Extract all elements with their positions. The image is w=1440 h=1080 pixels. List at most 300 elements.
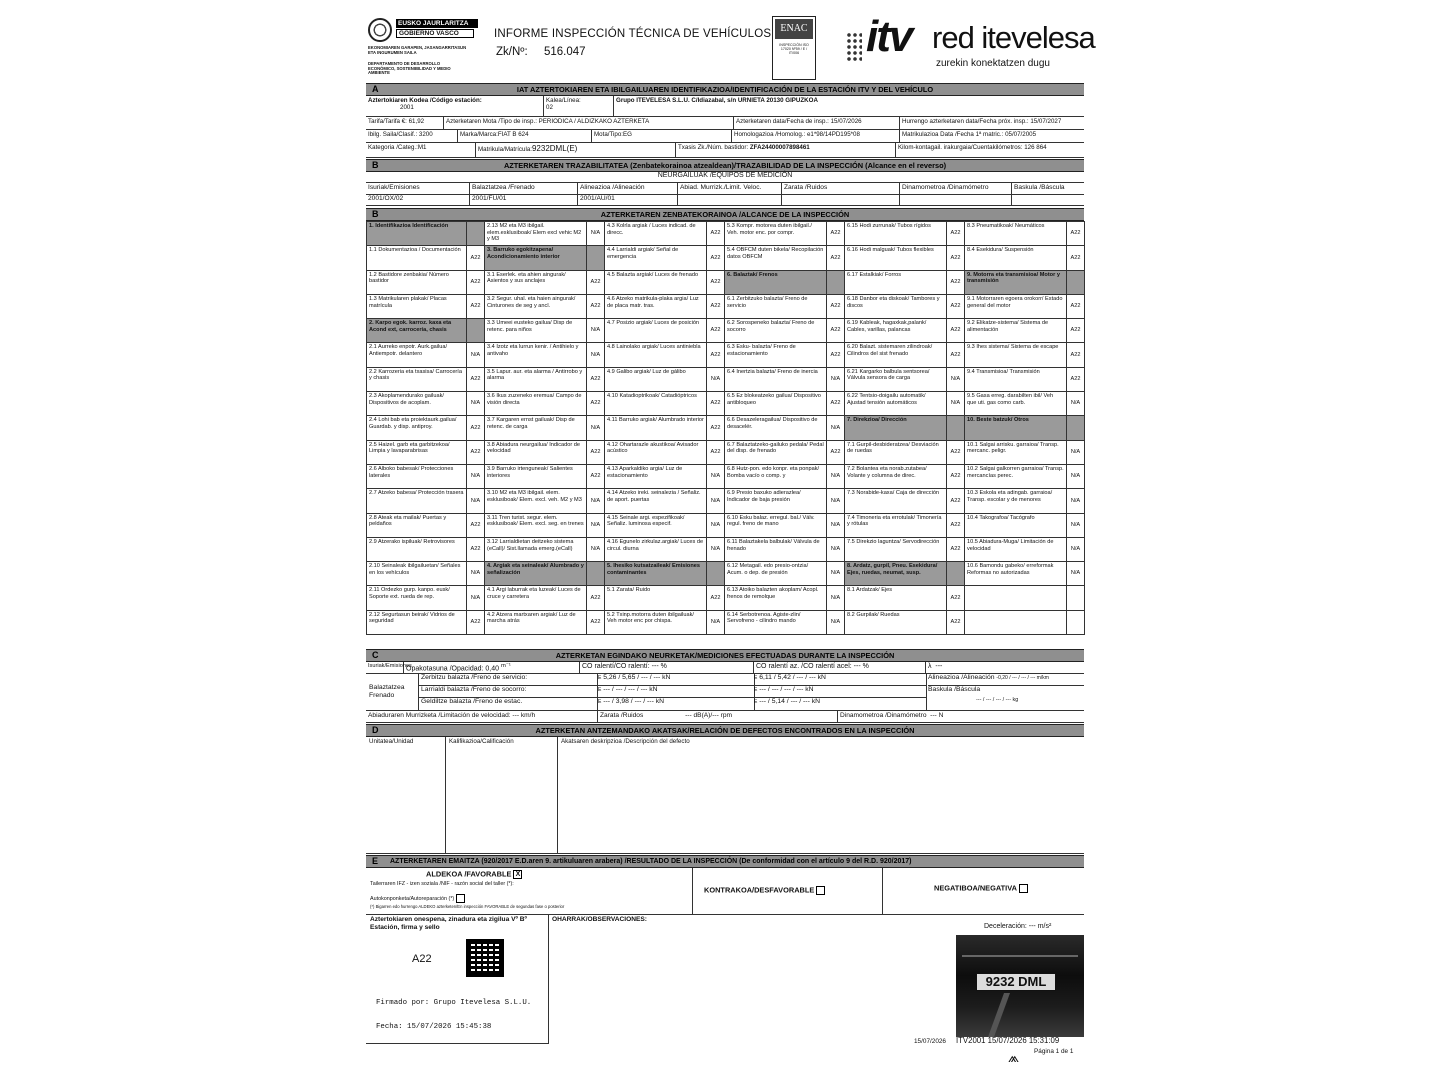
scope-result: N/A [587, 513, 605, 537]
scope-result: A22 [587, 464, 605, 488]
category: M1 [417, 144, 427, 151]
scope-result: N/A [1067, 537, 1085, 561]
a-row-vehicle [366, 130, 1084, 143]
park-f2: --- / 5,14 / --- / --- kN [759, 698, 821, 705]
tariff-cell [366, 117, 444, 129]
scope-result: A22 [587, 367, 605, 391]
favorable-label: ALDEKOA /FAVORABLE [426, 869, 512, 879]
co-cell [580, 662, 754, 673]
scope-result: A22 [1067, 343, 1085, 367]
scope-result [587, 246, 605, 270]
scope-table [366, 221, 1085, 635]
scope-item: 6.20 Balazt. sistemaren zilindroak/ Cilindros del sist frenado [845, 343, 947, 367]
scope-result: N/A [587, 489, 605, 513]
vin-cell [676, 143, 896, 157]
vehicle-plate-photo [956, 935, 1084, 1037]
scope-item: 4.8 Lainolako argiak/ Luces antiniebla [605, 343, 707, 367]
scope-item: 8.1 Ardatzak/ Ejes [845, 586, 947, 610]
scope-item: 10.1 Salgai arrisku. garraioa/ Transp. mercanc. peligr. [965, 440, 1067, 464]
scope-result: A22 [707, 270, 725, 294]
emerg-f2: --- / --- / --- / --- kN [759, 686, 814, 693]
brake-axle2: E 6,11 / 5,42 / --- / --- kN E --- / --- / --- / --- kN E --- / 5,14 / --- / --- kN [754, 674, 927, 710]
scope-result: N/A [1067, 440, 1085, 464]
lambda-cell [926, 662, 1084, 673]
gov-logo-line1: EUSKO JAURLARITZA [396, 19, 478, 28]
decel: --- m/s² [1028, 923, 1052, 930]
align-scale [928, 674, 1084, 710]
scope-result: A22 [587, 440, 605, 464]
scope-item: 7.3 Norabide-kaxa/ Caja de dirección [845, 489, 947, 513]
scope-result: A22 [707, 392, 725, 416]
scope-result: A22 [1067, 319, 1085, 343]
scope-result: N/A [827, 416, 845, 440]
scope-item: 10.5 Abiadura-Muga/ Limitación de velocidad [965, 537, 1067, 561]
scope-result: A22 [707, 343, 725, 367]
scope-result [467, 222, 485, 246]
scope-result: A22 [947, 513, 965, 537]
scope-result [1067, 270, 1085, 294]
scope-result: A22 [947, 222, 965, 246]
scope-item: 2.11 Ordezko gurp. kanpo. eusk/ Soporte ext. rueda de rep. [367, 586, 467, 610]
enac-accreditation: INSPECCIÓN ISO 17020 Nº59 / E / IT/006 [779, 42, 809, 56]
unfavorable-cell [692, 868, 883, 914]
equip-header: Abiad. Murrizk./Limit. Veloc. [678, 183, 782, 194]
scope-item: 6.14 Serbotrenoa. Agiste-zlin/ Servofreno - cilindro mando [725, 610, 827, 634]
zk-label: Zk/Nº: [496, 46, 528, 58]
scope-item: 7.2 Bolantea eta norab.zutabea/ Volante y columna de direc. [845, 464, 947, 488]
grade-col [446, 737, 558, 853]
favorable-checkbox: X [513, 870, 522, 879]
scope-item: 6.1 Zerbitzuko balazta/ Freno de servicio [725, 294, 827, 318]
equip-header: Alineazioa /Alineación [578, 183, 678, 194]
notes-label: OHARRAK/OBSERVACIONES: [552, 916, 648, 923]
scope-row [367, 464, 1085, 488]
gov-logo-line2: GOBIERNO VASCO [396, 29, 474, 38]
scope-item [965, 586, 1067, 610]
scope-result: A22 [467, 537, 485, 561]
scope-result: A22 [827, 343, 845, 367]
enac-logo [772, 16, 816, 80]
scope-result: A22 [1067, 294, 1085, 318]
scope-result: A22 [827, 440, 845, 464]
scope-result: A22 [707, 294, 725, 318]
scope-item: 2.13 M2 eta M3 ibilgail. elem.esklusiboak/ Elem excl vehic M2 y M3 [485, 222, 587, 246]
opac-label: Opakotasuna /Opacidad: [406, 665, 484, 673]
tariff: 61,92 [408, 118, 425, 125]
scope-result: A22 [707, 416, 725, 440]
scope-result: A22 [707, 586, 725, 610]
scope-item: 8.2 Gurpilak/ Ruedas [845, 610, 947, 634]
noise-label: Zarata /Ruidos [600, 712, 644, 719]
scope-result: N/A [467, 489, 485, 513]
gov-logo [366, 16, 478, 78]
autorepair-label: Autokonponketa/Autoreparación (*) [370, 895, 455, 902]
model-cell [592, 130, 732, 142]
scope-item: 2. Karpo egok. karroz. kaxa eta Acond ext, carrocería, chasis [367, 319, 467, 343]
class: 3200 [418, 131, 433, 138]
scope-item: 3.3 Umeei eusteko gailua/ Disp de retenc. para niños [485, 319, 587, 343]
brand-name: red itevelesa [932, 20, 1095, 55]
plate-cell [476, 143, 676, 157]
report-title: INFORME INSPECCIÓN TÉCNICA DE VEHÍCULOS [494, 28, 772, 40]
scope-result: A22 [707, 246, 725, 270]
itv-brand-logo [844, 12, 1095, 78]
scope-item: 8.4 Esekidura/ Suspensión [965, 246, 1067, 270]
scope-item: 10.3 Eskola eta adingab. garraioa/ Transp. escolar y de menores [965, 489, 1067, 513]
scope-result: A22 [467, 610, 485, 634]
service-f1: 5,26 / 5,65 / --- / --- kN [603, 674, 671, 681]
opacity-cell [404, 662, 580, 673]
scope-item: 1. Identifikazioa Identificación [367, 222, 467, 246]
equip-value [782, 194, 900, 205]
scope-item: 6. Balaztak/ Frenos [725, 270, 827, 294]
scope-result: N/A [827, 489, 845, 513]
insp-type-cell [444, 117, 734, 129]
scope-item: 5.2 Txinp.motorra duten ibilgailuak/ Veh motor enc por chispa. [605, 610, 707, 634]
scope-result: N/A [827, 513, 845, 537]
gov-dept-es: DEPARTAMENTO DE DESARROLLO ECONÓMICO, SOSTENIBILIDAD Y MEDIO AMBIENTE [368, 61, 451, 76]
scope-item: 3.9 Barruko irtenguneak/ Salientes interiores [485, 464, 587, 488]
scope-item: 7.4 Timoneria eta errotulak/ Timonería y rótulas [845, 513, 947, 537]
scope-result: N/A [587, 416, 605, 440]
scope-result: A22 [587, 294, 605, 318]
scope-result: N/A [707, 367, 725, 391]
emerg-label: Larrialdi balazta /Freno de socorro: [419, 686, 597, 698]
section-title: IAT AZTERTOKIAREN ETA IBILGAILUAREN IDENTIFIKAZIOA/IDENTIFICACIÓN DE LA ESTACIÓN ITV Y DEL VEHÍCULO [516, 85, 934, 94]
scope-row [367, 586, 1085, 610]
insp-date-cell [734, 117, 900, 129]
scope-result: A22 [587, 392, 605, 416]
second-inspection-note: (*) Bigarren edo hurrengo ALDEKO azterketen/En inspección FAVORABLE de segundas fase o posterior [370, 904, 565, 909]
scope-result: A22 [1067, 222, 1085, 246]
inspector-code: A22 [412, 953, 432, 965]
insp-type: PERIODICA / ALDIZKAKO AZTERKETA [538, 118, 650, 125]
plate: 9232DML(E) [531, 144, 578, 153]
scope-item: 6.15 Hodi zurrunak/ Tubos rígidos [845, 222, 947, 246]
equip-header: Zarata /Ruidos [782, 183, 900, 194]
scope-result: A22 [1067, 367, 1085, 391]
c-brake-block [366, 674, 1084, 711]
scope-result [1067, 416, 1085, 440]
scope-item: 4.14 Atzeko ireki. seinalezia / Señaliz. de aport. puertas [605, 489, 707, 513]
service-label: Zerbitzu balazta /Freno de servicio: [419, 674, 597, 686]
scope-item: 6.17 Estalkiak/ Forros [845, 270, 947, 294]
scope-item: 2.5 Haizel. garb eta garbitzekoa/ Limpia y lavaparabrisas [367, 440, 467, 464]
scope-item: 9.5 Gasa erreg. darabilten ibil/ Veh que uti. gas como carb. [965, 392, 1067, 416]
qr-code-icon [466, 939, 504, 977]
speed: --- km/h [512, 712, 536, 719]
scope-result: A22 [587, 270, 605, 294]
scope-result: A22 [947, 270, 965, 294]
description-header: Akatsaren deskripzioa /Descripción del defecto [561, 738, 690, 745]
scope-item: 1.2 Bastidore zenbakia/ Número bastidor [367, 270, 467, 294]
equip-value [900, 194, 1012, 205]
equip-header: Baskula /Báscula [1014, 184, 1065, 191]
negative-checkbox [1019, 884, 1028, 893]
scope-row [367, 367, 1085, 391]
scope-result: N/A [707, 537, 725, 561]
scope-result: N/A [467, 586, 485, 610]
scope-item: 6.8 Hutz-pon. edo konpr. eta ponpak/ Bomba vacío o comp. y [725, 464, 827, 488]
scope-result: A22 [467, 294, 485, 318]
scope-result: A22 [467, 246, 485, 270]
scope-result: A22 [947, 319, 965, 343]
unit-header: Unitatea/Unidad [369, 738, 414, 745]
brake-label: Balaztatzea Frenado [369, 684, 405, 699]
scope-item: 6.19 Kableak, hagaxkak,palank/ Cables, varillas, palancas [845, 319, 947, 343]
section-letter: C [372, 650, 379, 660]
scope-row [367, 610, 1085, 634]
scope-row [367, 489, 1085, 513]
equip-value [678, 194, 782, 205]
scope-result [467, 319, 485, 343]
model: EG [623, 131, 632, 138]
regdate-cell [900, 130, 1084, 142]
opac-unit: m⁻¹ [500, 663, 511, 669]
equip-value: 2001/FU/01 [470, 194, 578, 205]
signature-date: Fecha: 15/07/2026 15:45:38 [376, 1023, 492, 1031]
section-title: AZTERKETAN EGINDAKO NEURKETAK/MEDICIONES EFECTUADAS DURANTE LA INSPECCIÓN [555, 651, 895, 660]
scope-item: 3.4 Izotz eta lurrun kenir. / Antihielo y antivaho [485, 343, 587, 367]
scope-result: N/A [947, 367, 965, 391]
scope-item: 2.7 Atzeko babesa/ Protección trasera [367, 489, 467, 513]
favorable-cell [366, 868, 693, 914]
signature-block [366, 915, 1084, 1053]
scope-item: 4.16 Egunelo zirkulaz.argiak/ Luces de circul. diurna [605, 537, 707, 561]
co: --- % [651, 663, 667, 670]
scope-result: N/A [827, 537, 845, 561]
decel-label: Deceleración: [984, 923, 1027, 930]
scope-item: 6.10 Esku balaz. erregul. bal./ Válv. regul. freno de mano [725, 513, 827, 537]
lane-label: Kalea/Línea: [546, 97, 581, 104]
unfavorable-label: KONTRAKOA/DESFAVORABLE [704, 885, 815, 895]
scope-result: A22 [467, 440, 485, 464]
scope-result: A22 [587, 586, 605, 610]
gov-dept-eu: EKONOMIAREN GARAPEN, JASANGARRITASUN ETA INGURUMEN SAILA [368, 45, 467, 55]
scope-item: 4. Argiak eta seinaleak/ Alumbrado y señalización [485, 562, 587, 586]
make-label: Marka/Marca: [460, 131, 498, 138]
scope-item: 8. Ardatz, gurpil, Pneu. Esekidura/ Ejes, ruedas, neumat, susp. [845, 562, 947, 586]
section-letter: B [372, 160, 379, 170]
scope-item: 9. Motorra eta transmisioa/ Motor y transmisión [965, 270, 1067, 294]
scope-result: A22 [467, 270, 485, 294]
class-cell [366, 130, 458, 142]
scope-result: A22 [707, 222, 725, 246]
co-acel-label: CO ralentí az. /CO ralentí acel: [756, 663, 852, 670]
section-title: AZTERKETAREN TRAZABILITATEA (Zenbatekorainoa atzealdean)/TRAZABILIDAD DE LA INSPECCIÓN (Alcance en el reverso) [503, 161, 947, 170]
scope-item: 3.2 Segur. uhal. eta haien aingurak/ Cinturones de seg y ancl. [485, 294, 587, 318]
scope-item: 4.6 Atzeko matrikula-plaka argia/ Luz de placa matr. tras. [605, 294, 707, 318]
result-block [366, 868, 1084, 915]
scope-result: N/A [1067, 513, 1085, 537]
scope-item: 2.3 Akoplamendurako gailuak/ Dispositivos de acoplam. [367, 392, 467, 416]
scope-item: 2.9 Atzerako ispiluak/ Retrovisores [367, 537, 467, 561]
stamp-mark-icon: ⩕ [1008, 1050, 1020, 1066]
scope-item: 4.7 Posizio argiak/ Luces de posición [605, 319, 707, 343]
scope-item: 3.5 Lapur. aur. eta alarma / Antirrobo y alarma [485, 367, 587, 391]
scope-item: 3.1 Eserlek. eta ahien aingurak/ Asientos y sus anclajes [485, 270, 587, 294]
equip-value: 2001/AU/01 [578, 194, 678, 205]
scope-result: A22 [947, 294, 965, 318]
scope-result: A22 [467, 367, 485, 391]
scope-item: 8.3 Pneumatikoak/ Neumáticos [965, 222, 1067, 246]
dots-icon [846, 32, 862, 62]
autorepair-option [370, 894, 465, 903]
insp-type-label: Azterketaren Mota /Tipo de insp.: [446, 118, 537, 125]
scope-item: 2.4 Lohi bab eta proiektaurk.gailua/ Guardab. y disp. antiproy. [367, 416, 467, 440]
equipment-subtitle: NEURGAILUAK /EQUIPOS DE MEDICIÓN [657, 172, 793, 179]
scope-result: A22 [707, 440, 725, 464]
a-row-tariff [366, 117, 1084, 130]
vin: ZFA24400007898461 [749, 144, 810, 151]
scope-item: 3. Barruko egokitzapena/ Acondicionamiento interior [485, 246, 587, 270]
scope-item: 3.12 Larrialdietan deitzeko sistema (eCall)/ Sist.llamada emerg.(eCall) [485, 537, 587, 561]
scope-row [367, 246, 1085, 270]
scope-result: N/A [827, 610, 845, 634]
station-code: 2001 [400, 104, 414, 112]
scope-result: N/A [1067, 464, 1085, 488]
scope-row [367, 440, 1085, 464]
workshop-label: Tailerraren IFZ - izen soziala /NIF - razón social del taller (*): [370, 881, 514, 887]
align-label: Alineazioa /Alineación [928, 674, 995, 681]
km: 126 864 [1024, 144, 1047, 151]
equipment-values [366, 194, 1084, 206]
section-d-header [366, 724, 1084, 737]
station-code-label: Aztertokiaren Kodea /Código estación: [368, 97, 482, 104]
category-cell [366, 143, 476, 157]
scope-result: N/A [827, 562, 845, 586]
scope-item: 3.7 Kargaren ernst gailuak/ Disp de retenc. de carga [485, 416, 587, 440]
equip-value: 2001/OX/02 [366, 194, 470, 205]
scope-row [367, 343, 1085, 367]
km-cell [896, 143, 1084, 157]
scope-result: A22 [947, 343, 965, 367]
stamp-cell [366, 915, 549, 1044]
scope-result: A22 [827, 392, 845, 416]
itv-wordmark: itv [866, 12, 912, 61]
scale: --- / --- / --- / --- kg [976, 697, 1019, 703]
homolog-cell [732, 130, 900, 142]
scope-item: 10. Beste batzuk/ Otros [965, 416, 1067, 440]
scope-item: 2.8 Ateak eta mailak/ Puertas y peldaños [367, 513, 467, 537]
scope-item: 6.5 Ez blokeatzeko gailua/ Dispositivo antibloqueo [725, 392, 827, 416]
regdate-label: Matrikulazioa Data /Fecha 1ª matric.: [902, 131, 1004, 138]
scope-item: 5. Ihesiko kutsatzaileak/ Emisiones contaminantes [605, 562, 707, 586]
scope-item: 4.13 Aparkaldiko argia/ Luz de estacionamiento [605, 464, 707, 488]
scope-item: 7.1 Gurpil-desbideratzea/ Desviación de ruedas [845, 440, 947, 464]
scope-result: A22 [947, 246, 965, 270]
scope-item: 6.21 Kargarko balbula sentsorea/ Válvula sensora de carga [845, 367, 947, 391]
c-row-speed [366, 711, 1084, 723]
lane: 02 [546, 104, 553, 112]
co-acel: --- % [853, 663, 869, 670]
scope-item: 4.1 Argi laburrak eta luzeak/ Luces de cruce y carretera [485, 586, 587, 610]
sign-label: Aztertokiaren onespena, zinadura eta zigilua Vº Bº Estación, firma y sello [370, 916, 527, 931]
scope-item: 2.12 Segurtasun beirak/ Vidrios de seguridad [367, 610, 467, 634]
make: FIAT B 624 [497, 131, 529, 138]
section-c-header [366, 649, 1084, 662]
scope-item: 2.10 Seinaleak ibilgailuetan/ Señales en los vehículos [367, 562, 467, 586]
scope-item: 6.11 Balaztakela balbulak/ Válvula de frenado [725, 537, 827, 561]
scope-item: 3.6 Ikus zuzeneko eremua/ Campo de visión directa [485, 392, 587, 416]
scope-item: 9.4 Transmisioa/ Transmisión [965, 367, 1067, 391]
scope-item: 9.1 Motorraren egoera orokorr/ Estado general del motor [965, 294, 1067, 318]
scope-row [367, 392, 1085, 416]
category-label: Kategoria /Categ.: [368, 144, 418, 151]
scope-row [367, 537, 1085, 561]
scope-item: 9.2 Elikatze-sistema/ Sistema de alimentación [965, 319, 1067, 343]
next-date: 15/07/2027 [1030, 118, 1062, 125]
scope-row [367, 513, 1085, 537]
scope-result: N/A [1067, 489, 1085, 513]
scope-item: 5.3 Kompr. motorea duten ibilgail./ Veh. motor enc. por compr. [725, 222, 827, 246]
gov-emblem-icon [368, 18, 392, 42]
scope-item: 6.16 Hodi malguak/ Tubos flexibles [845, 246, 947, 270]
homolog: e1*98/14PD195*08 [806, 131, 860, 138]
scope-item: 5.1 Zarata/ Ruido [605, 586, 707, 610]
scope-item: 4.5 Balazta argiak/ Luces de frenado [605, 270, 707, 294]
scope-result: N/A [1067, 562, 1085, 586]
scope-item: 4.2 Atzera martxaren argiak/ Luz de marcha atrás [485, 610, 587, 634]
homolog-label: Homologazioa /Homolog.: [734, 131, 806, 138]
description-col [558, 737, 1084, 853]
c-row-emissions [366, 662, 1084, 674]
scope-item: 4.4 Larrialdi argiak/ Señal de emergencia [605, 246, 707, 270]
scope-item [965, 610, 1067, 634]
scope-item: 4.12 Ohartarazle akustikoa/ Avisador acústico [605, 440, 707, 464]
km-label: Kilom-kontagail. irakurgaia/Cuentakilómetros: [898, 144, 1023, 151]
section-letter: D [372, 725, 379, 735]
photo-line [962, 955, 1078, 957]
park-f1: --- / 3,98 / --- / --- kN [603, 698, 665, 705]
scope-result [587, 562, 605, 586]
scope-result: N/A [587, 222, 605, 246]
unfavorable-checkbox [816, 886, 825, 895]
scope-result: A22 [947, 440, 965, 464]
scope-item: 4.10 Katadioptrikoak/ Catadióptricos [605, 392, 707, 416]
scope-result: A22 [587, 610, 605, 634]
co-acel-cell [754, 662, 926, 673]
equip-header: Dinamometroa /Dinamómetro [900, 183, 1012, 194]
scope-result: N/A [587, 343, 605, 367]
photo-plate: 9232 DML [976, 973, 1056, 991]
scope-item: 6.13 Atoiko balazten akoplam/ Acopl. frenos de remolque [725, 586, 827, 610]
scope-item: 6.18 Danbor eta diskoak/ Tambores y discos [845, 294, 947, 318]
scope-item: 6.7 Balaztatzeko-gailuko pedala/ Pedal del disp. de frenado [725, 440, 827, 464]
scope-item: 1.1 Dokumentazioa / Documentación [367, 246, 467, 270]
scope-item: 6.12 Metagail. edo presio-ontzia/ Acum. o dep. de presión [725, 562, 827, 586]
scope-result [707, 562, 725, 586]
scope-item: 9.3 Ihes sistema/ Sistema de escape [965, 343, 1067, 367]
scope-result [947, 562, 965, 586]
scope-item: 4.15 Seinale argi. espezifikoak/ Señaliz. luminosa especif. [605, 513, 707, 537]
scope-item: 3.10 M2 eta M3 ibilgail. elem. esklusiboak/ Elem. excl. veh. M2 y M3 [485, 489, 587, 513]
favorable-option [426, 870, 522, 879]
scope-result: N/A [707, 489, 725, 513]
scope-item: 4.11 Barruko argiak/ Alumbrado interior [605, 416, 707, 440]
scope-row [367, 270, 1085, 294]
scope-item: 6.6 Desazeleragailua/ Dispositivo de desacelér. [725, 416, 827, 440]
scope-result: A22 [947, 537, 965, 561]
plate-label: Matrikula/Matrícula: [478, 146, 532, 153]
brake-axle1: E 5,26 / 5,65 / --- / --- kN E --- / --- / --- / --- kN E --- / 3,98 / --- / --- kN [598, 674, 755, 710]
defects-table [366, 737, 1084, 854]
scope-result: N/A [467, 343, 485, 367]
scope-result: A22 [947, 489, 965, 513]
scope-result: N/A [587, 319, 605, 343]
section-title: AZTERKETAN ANTZEMANDAKO AKATSAK/RELACIÓN DE DEFECTOS ENCONTRADOS EN LA INSPECCIÓN [535, 726, 915, 735]
scope-result: A22 [707, 319, 725, 343]
